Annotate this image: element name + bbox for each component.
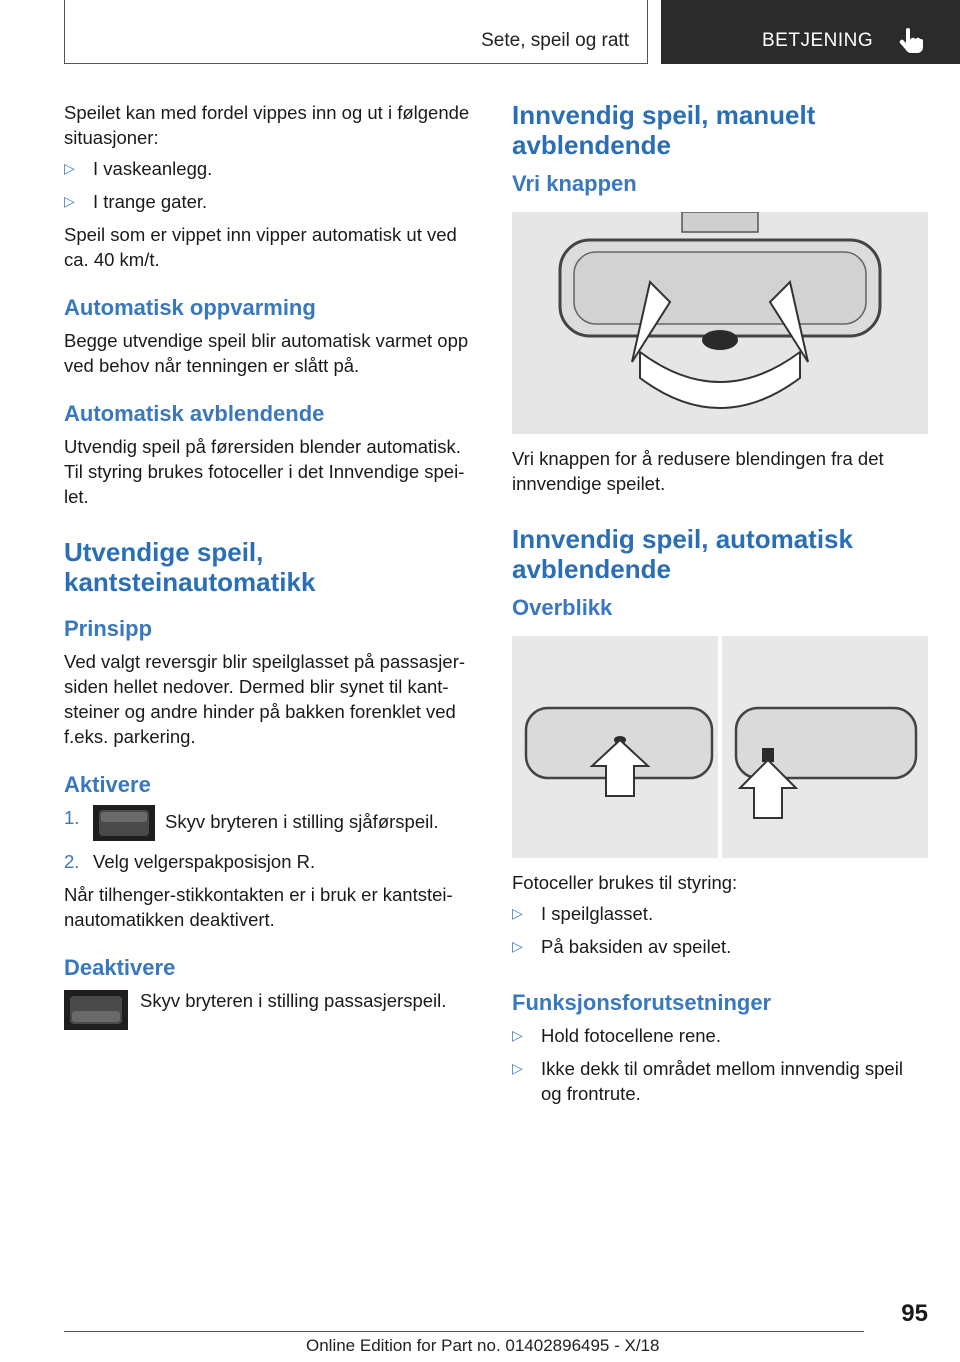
page-number: 95 [901, 1300, 928, 1327]
mirror-switch-passenger-icon [64, 990, 128, 1030]
auto-mirror-heading: Innvendig speil, automatisk avblendende [512, 524, 853, 584]
mirror-switch-driver-icon [93, 805, 155, 841]
deactivate-heading: Deaktivere [64, 955, 176, 980]
intro-text: Speilet kan med fordel vippes inn og ut i følgende situasjoner: [64, 102, 470, 148]
activate-note: Når tilhenger-stikkontakten er i bruk er kantsteinautomatikken deaktivert. [64, 884, 453, 930]
dimming-heading: Automatisk avblendende [64, 401, 325, 426]
principle-text: Ved valgt reversgir blir speilglasset på passasjersiden hellet nedover. Dermed blir synet til kantsteiner og andre hinder på bakken forenklet ved f.eks. parkering. [64, 651, 466, 747]
knob-caption: Vri knappen for å redusere blendingen fra det innvendige speilet. [512, 448, 884, 494]
footer-divider [64, 1331, 864, 1332]
mirror-knob-illustration [512, 212, 928, 434]
header-chapter-tab [661, 0, 960, 64]
left-column [64, 100, 478, 1032]
list-item: ▷ I speilglasset. [512, 903, 654, 924]
photocell-illustration [512, 636, 928, 858]
triangle-bullet-icon: ▷ [512, 905, 523, 921]
principle-heading: Prinsipp [64, 616, 153, 641]
overview-heading: Overblikk [512, 595, 613, 620]
list-item: ▷ Ikke dekk til området mellom innvendig speil og frontrute. [512, 1058, 903, 1104]
dimming-text: Utvendig speil på førersiden blender automatisk. Til styring brukes fotoceller i det Innvendige speilet. [64, 436, 465, 507]
deactivate-row [64, 988, 478, 1032]
intro-after-text: Speil som er vippet inn vipper automatisk ut ved ca. 40 km/t. [64, 224, 457, 270]
header-section-title: Sete, speil og ratt [481, 30, 629, 51]
triangle-bullet-icon: ▷ [512, 1027, 523, 1043]
right-column [512, 100, 928, 1114]
deactivate-text: Skyv bryteren i stilling passasjerspeil. [140, 990, 447, 1011]
heating-heading: Automatisk oppvarming [64, 295, 316, 320]
list-item: ▷ I trange gater. [64, 191, 208, 212]
list-item: ▷ Hold fotocellene rene. [512, 1025, 721, 1046]
photocell-caption: Fotoceller brukes til styring: [512, 872, 738, 893]
triangle-bullet-icon: ▷ [64, 193, 75, 209]
hand-pointer-icon [895, 25, 925, 55]
kerb-heading: Utvendige speil, kantsteinautomatikk [64, 537, 316, 597]
requirements-heading: Funksjonsforutsetninger [512, 990, 772, 1015]
triangle-bullet-icon: ▷ [64, 160, 75, 176]
activate-heading: Aktivere [64, 772, 151, 797]
footer-edition: Online Edition for Part no. 01402896495 - X/18 [306, 1336, 660, 1355]
triangle-bullet-icon: ▷ [512, 938, 523, 954]
header-chapter-label: BETJENING [762, 30, 874, 51]
heating-text: Begge utvendige speil blir automatisk varmet opp ved behov når tenningen er slått på. [64, 330, 469, 376]
knob-heading: Vri knappen [512, 171, 637, 196]
step-item: 1. Skyv bryteren i stilling sjåførspeil. [64, 805, 478, 841]
list-item: ▷ På baksiden av speilet. [512, 936, 732, 957]
header-frame [64, 0, 648, 64]
step-item: 2. Velg velgerspakposisjon R. [64, 851, 316, 872]
list-item: ▷ I vaskeanlegg. [64, 158, 213, 179]
triangle-bullet-icon: ▷ [512, 1060, 523, 1076]
manual-mirror-heading: Innvendig speil, manuelt avblendende [512, 100, 816, 160]
